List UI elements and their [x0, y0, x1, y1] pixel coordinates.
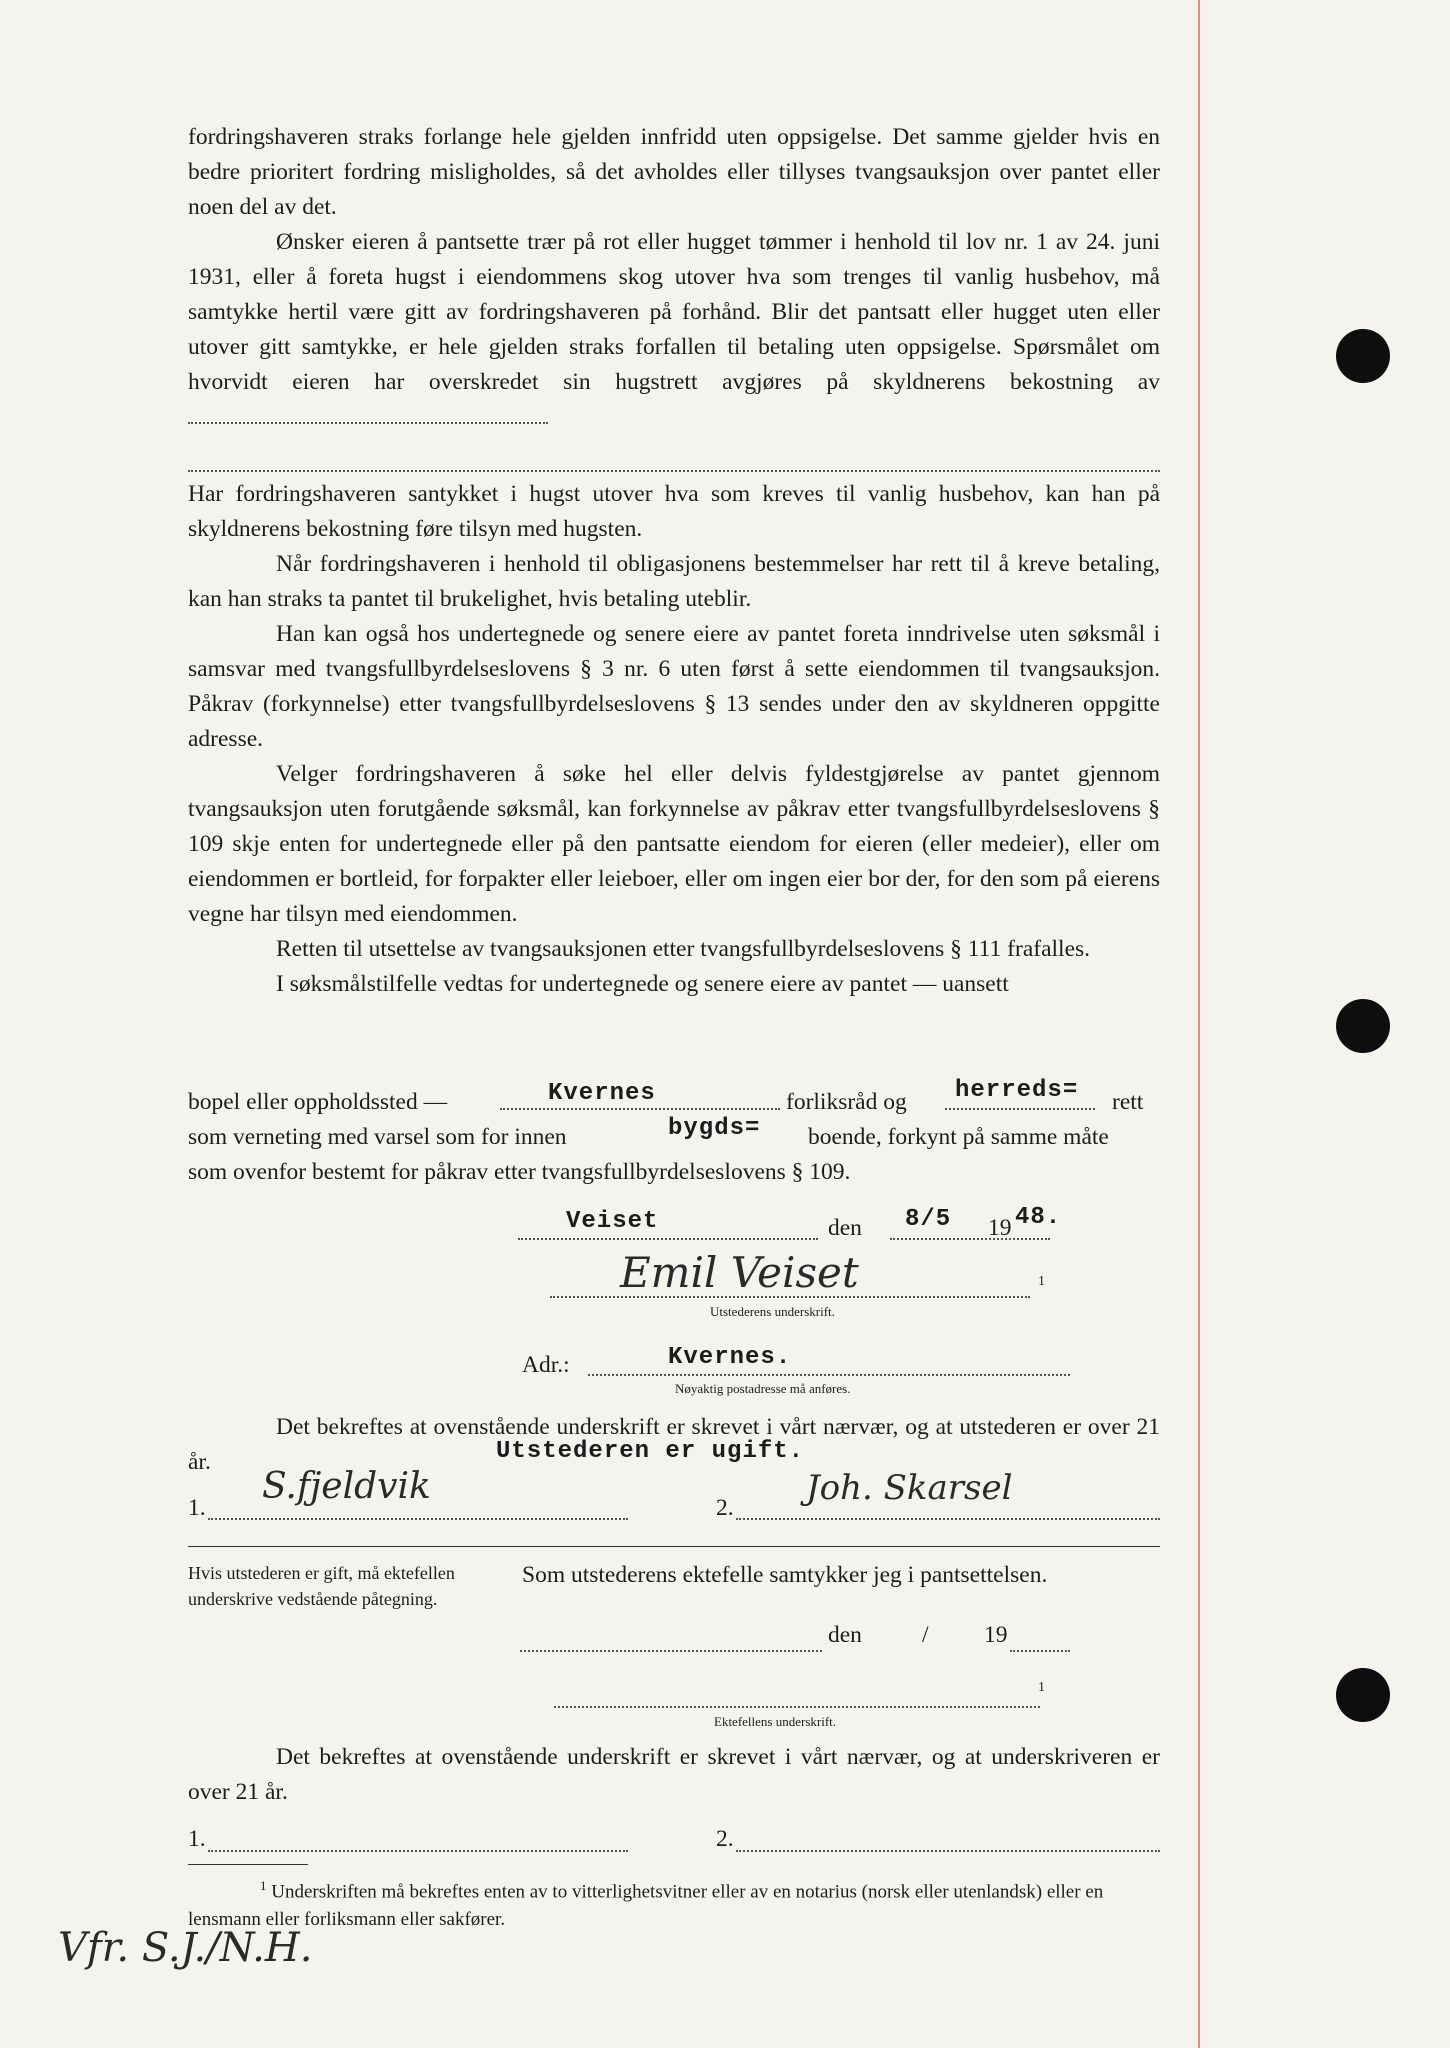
date-field: 8/5	[905, 1206, 952, 1233]
body-text	[188, 120, 1160, 435]
year-prefix: 19	[988, 1215, 1012, 1241]
witness-1-line	[208, 1850, 628, 1852]
dotted-blank	[945, 1108, 1095, 1110]
witness-2-signature: Joh. Skarsel	[806, 1468, 1013, 1508]
dotted-blank	[188, 470, 1160, 472]
year-field: 48.	[1015, 1204, 1062, 1231]
dotted-blank	[188, 421, 548, 424]
witness-2-line	[736, 1518, 1160, 1520]
spouse-signature-line	[554, 1706, 1040, 1708]
signature-line	[550, 1296, 1030, 1298]
body-text	[188, 477, 1160, 1002]
address-caption: Nøyaktig postadresse må anføres.	[675, 1381, 851, 1396]
venue-text: forliksråd og	[786, 1089, 907, 1115]
place-field: Veiset	[566, 1208, 659, 1235]
paragraph-7: Retten til utsettelse av tvangsauksjonen etter tvangsfullbyrdelseslovens § 111 frafalles.	[276, 936, 1091, 962]
issuer-signature: Emil Veiset	[620, 1248, 859, 1297]
venue-text: som verneting med varsel som for innen	[188, 1124, 567, 1150]
paragraph-8a: I søksmålstilfelle vedtas for undertegnede og senere eiere av pantet — uansett	[276, 971, 1009, 997]
date-slash: /	[922, 1622, 929, 1648]
venue-text: boende, forkynt på samme måte	[808, 1124, 1109, 1150]
dotted-blank	[520, 1650, 822, 1652]
footnote-ref: 1	[1038, 1680, 1045, 1695]
address-line	[588, 1374, 1070, 1376]
witness-2-text: Det bekreftes at ovenstående underskrift er skrevet i vårt nærvær, og at underskriveren er over 21 år.	[188, 1744, 1160, 1805]
issuer-caption: Utstederens underskrift.	[710, 1304, 835, 1319]
witness-1-signature: S.fjeldvik	[262, 1466, 431, 1507]
separator-rule	[188, 1546, 1160, 1547]
footnote-ref: 1	[1038, 1274, 1045, 1289]
paragraph-3: Har fordringshaveren santykket i hugst utover hva som kreves til vanlig husbehov, kan han på skyldnerens bekostning føre tilsyn med hugsten.	[188, 481, 1160, 542]
margin-note: Vfr. S.J./N.H.	[58, 1925, 313, 1971]
paragraph-5: Han kan også hos undertegnede og senere eiere av pantet foreta inndrivelse uten søksmål i samsvar med tvangsfullbyrdelseslovens § 3 nr. 6 uten først å sette eiendommen til tvangsauksjon. Påkrav (forkynnelse) etter tvangsfullbyrdelseslovens § 13 sendes under den av skyldneren oppgitte adresse.	[188, 621, 1160, 752]
margin-rule	[1198, 0, 1200, 2048]
forliksrad-field: Kvernes	[548, 1080, 656, 1107]
year-prefix: 19	[984, 1622, 1008, 1648]
address-label: Adr.:	[522, 1352, 570, 1378]
witness-2-line	[736, 1850, 1160, 1852]
venue-text: rett	[1112, 1089, 1144, 1115]
unmarried-note: Utstederen er ugift.	[496, 1438, 805, 1465]
den-label: den	[828, 1215, 862, 1241]
spouse-caption: Ektefellens underskrift.	[714, 1714, 837, 1729]
spouse-side-note: Hvis utstederen er gift, må ektefellen underskrive vedstående påtegning.	[188, 1563, 455, 1609]
den-label: den	[828, 1622, 862, 1648]
address-field: Kvernes.	[668, 1344, 792, 1371]
witness-1-label: 1.	[188, 1826, 206, 1852]
punch-hole	[1336, 329, 1390, 383]
paragraph-2: Ønsker eieren å pantsette trær på rot eller hugget tømmer i henhold til lov nr. 1 av 24. juni 1931, eller å foreta hugst i eiendommens skog utover hva som trenges til vanlig husbehov, må samtykke hertil være gitt av fordringshaveren på forhånd. Blir det pantsatt eller hugget uten eller utover gitt samtykke, er hele gjelden straks forfallen til betaling uten oppsigelse. Spørsmålet om hvorvidt eieren har overskredet sin hugstrett avgjøres på skyldnerens bekostning av	[188, 225, 1160, 435]
witness-2-label: 2.	[716, 1495, 734, 1521]
witness-text: Det bekreftes at ovenstående underskrift er skrevet i vårt nærvær, og at utstederen er over 21 år.	[188, 1414, 1160, 1475]
venue-line: bopel eller oppholdssted —	[188, 1089, 448, 1115]
witness-1-label: 1.	[188, 1495, 206, 1521]
punch-hole	[1336, 1668, 1390, 1722]
dotted-blank	[518, 1238, 818, 1240]
paragraph-1: fordringshaveren straks forlange hele gjelden innfridd uten oppsigelse. Det samme gjelder hvis en bedre prioritert fordring misligholdes, så det avholdes eller tillyses tvangsauksjon over pantet eller noen del av det.	[188, 124, 1160, 220]
rett-field: herreds=	[955, 1077, 1079, 1104]
punch-hole	[1336, 999, 1390, 1053]
venue-text: som ovenfor bestemt for påkrav etter tvangsfullbyrdelseslovens § 109.	[188, 1159, 851, 1185]
footnote-rule	[188, 1864, 308, 1865]
witness-1-line	[208, 1518, 628, 1520]
dotted-blank	[1010, 1650, 1070, 1652]
dotted-blank	[500, 1108, 780, 1110]
footnote: $^1$ Underskriften må bekreftes enten av to vitterlighetsvitner eller av en notarius (norsk eller utenlandsk) eller en lensmann eller forliksmann eller sakfører.	[188, 1878, 1104, 1931]
innen-field: bygds=	[668, 1115, 761, 1142]
spouse-consent: Som utstederens ektefelle samtykker jeg i pantsettelsen.	[522, 1562, 1048, 1588]
witness-2-label: 2.	[716, 1826, 734, 1852]
paragraph-6: Velger fordringshaveren å søke hel eller delvis fyldestgjørelse av pantet gjennom tvangsauksjon uten forutgående søksmål, kan forkynnelse av påkrav etter tvangsfullbyrdelseslovens § 109 skje enten for undertegnede eller på den pantsatte eiendom for eieren (eller medeier), eller om eiendommen er bortleid, for forpakter eller leieboer, eller om ingen eier bor der, for den som på eierens vegne har tilsyn med eiendommen.	[188, 761, 1160, 927]
paragraph-4: Når fordringshaveren i henhold til obligasjonens bestemmelser har rett til å kreve betaling, kan han straks ta pantet til brukelighet, hvis betaling uteblir.	[188, 551, 1160, 612]
dotted-blank	[890, 1238, 1050, 1240]
